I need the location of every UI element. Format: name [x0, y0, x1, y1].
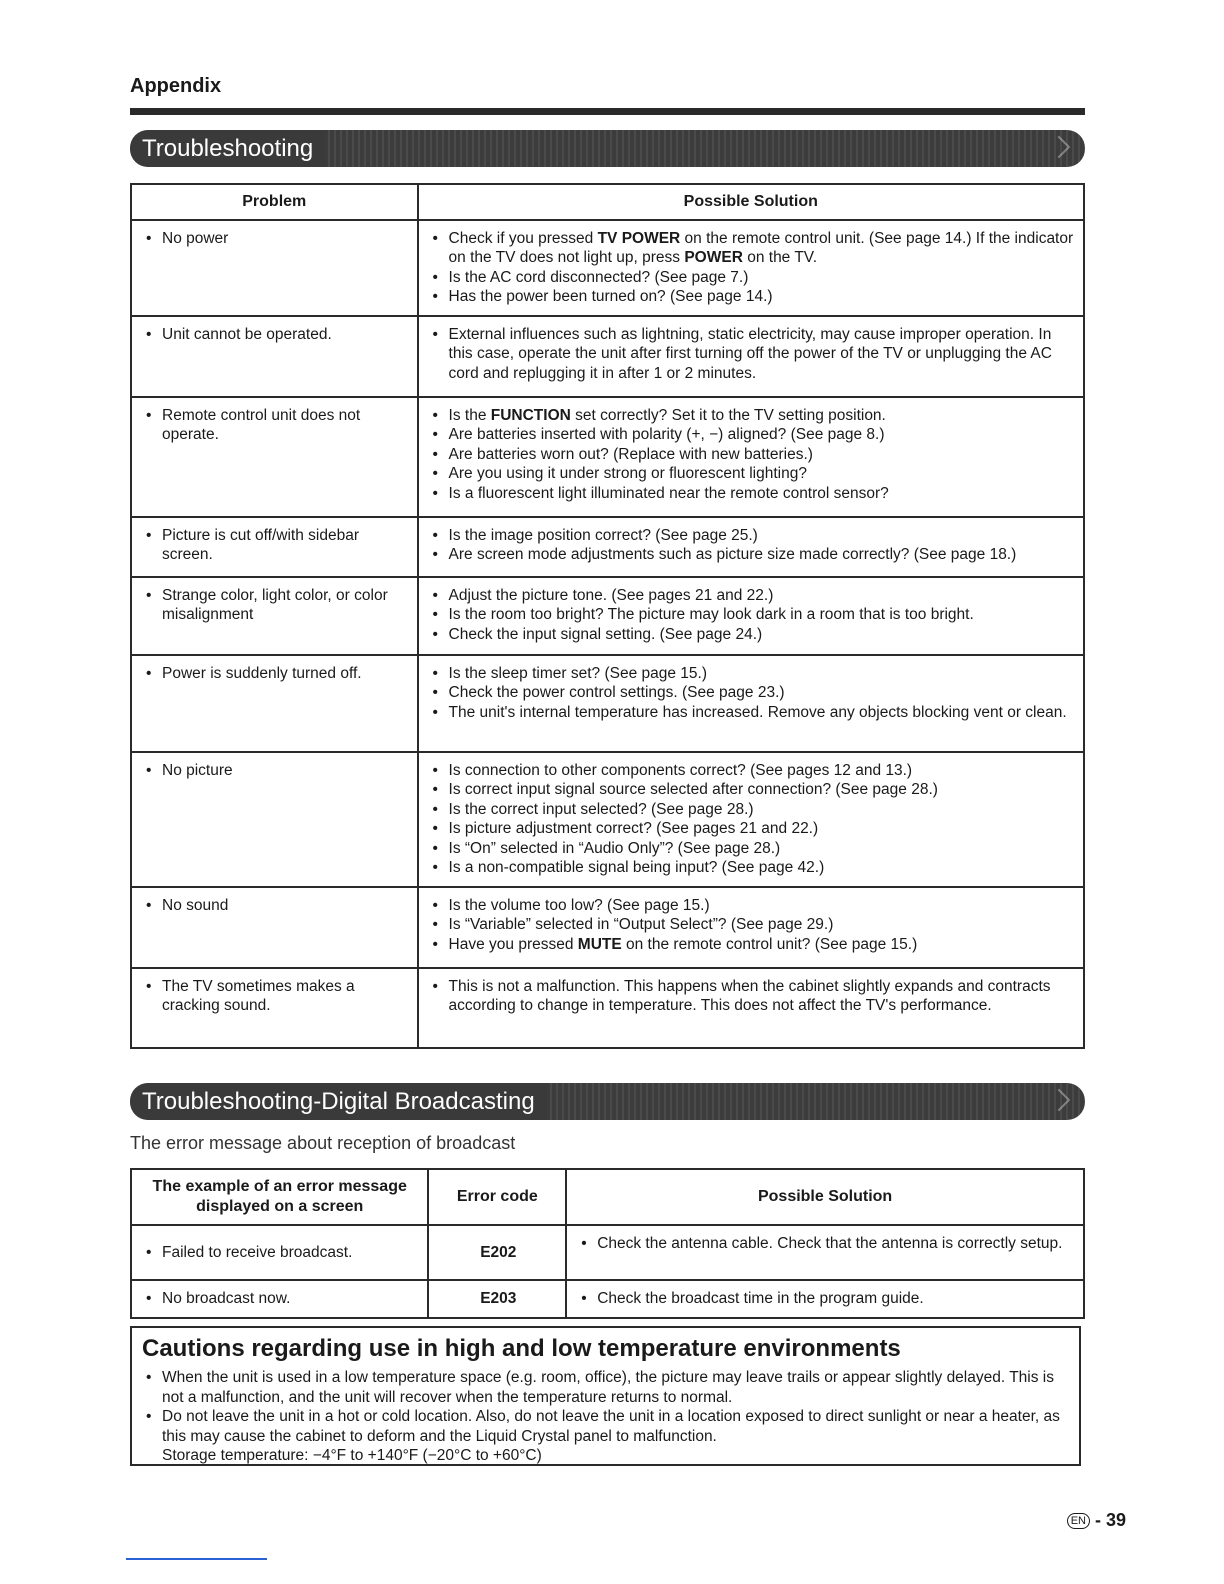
error-message-text: • No broadcast now.: [142, 1289, 419, 1309]
solution-item: • Have you pressed MUTE on the remote control unit? (See page 15.): [429, 935, 1075, 955]
solution-item: • Has the power been turned on? (See page 14.): [429, 287, 1075, 307]
table-row: [131, 517, 1084, 577]
problem-text: • No picture: [142, 761, 409, 781]
column-header-solution: Possible Solution: [418, 184, 1084, 220]
storage-temperature: Storage temperature: −4°F to +140°F (−20°C to +60°C): [162, 1447, 542, 1464]
solution-item: • Check if you pressed TV POWER on the remote control unit. (See page 14.) If the indicator on the TV does not light up, press POWER on the TV.: [429, 229, 1075, 268]
error-message-text: • Failed to receive broadcast.: [142, 1243, 419, 1263]
solution-item: • Adjust the picture tone. (See pages 21 and 22.): [429, 586, 1075, 606]
problem-text: • Unit cannot be operated.: [142, 325, 409, 345]
solution-item: • Is the AC cord disconnected? (See page 7.): [429, 268, 1075, 288]
table-row: [131, 316, 1084, 397]
table-row: [131, 752, 1084, 887]
column-header-message: The example of an error message displayed on a screen: [131, 1169, 428, 1225]
solution-item: • Check the input signal setting. (See page 24.): [429, 625, 1075, 645]
error-message-table: [130, 1168, 1085, 1319]
digital-broadcasting-title: Troubleshooting-Digital Broadcasting: [130, 1083, 547, 1120]
solution-item: • Is picture adjustment correct? (See pages 21 and 22.): [429, 819, 1075, 839]
solution-item: • Is connection to other components correct? (See pages 12 and 13.): [429, 761, 1075, 781]
solution-item: • Is “Variable” selected in “Output Select”? (See page 29.): [429, 915, 1075, 935]
column-header-solution: Possible Solution: [566, 1169, 1084, 1225]
table-row: [131, 655, 1084, 752]
problem-text: • The TV sometimes makes a cracking sound.: [142, 977, 409, 1016]
solution-item: • Are batteries worn out? (Replace with new batteries.): [429, 445, 1075, 465]
caution-item: • When the unit is used in a low temperature space (e.g. room, office), the picture may leave trails or appear slightly delayed. This is not a malfunction, and the unit will recover when the temperature returns to normal.: [142, 1368, 1069, 1407]
footer-link-line: [126, 1558, 267, 1560]
column-header-problem: Problem: [131, 184, 418, 220]
solution-item: • Is correct input signal source selected after connection? (See page 28.): [429, 780, 1075, 800]
solution-item: • Is “On” selected in “Audio Only”? (See page 28.): [429, 839, 1075, 859]
chevron-right-icon: [1048, 136, 1071, 159]
error-code: E203: [428, 1280, 566, 1318]
problem-text: • Strange color, light color, or color misalignment: [142, 586, 409, 625]
caution-item: • Do not leave the unit in a hot or cold location. Also, do not leave the unit in a location exposed to direct sunlight or near a heater, as this may cause the cabinet to deform and the Liquid Crystal panel to malfunction. Storage temperature: −4°F to +140°F (−20°C to +60°C): [142, 1407, 1069, 1466]
solution-item: • Check the antenna cable. Check that the antenna is correctly setup.: [577, 1234, 1075, 1254]
column-header-error-code: Error code: [428, 1169, 566, 1225]
solution-item: • The unit's internal temperature has increased. Remove any objects blocking vent or clean.: [429, 703, 1075, 723]
solution-item: • Are you using it under strong or fluorescent lighting?: [429, 464, 1075, 484]
solution-item: • External influences such as lightning, static electricity, may cause improper operation. In this case, operate the unit after first turning off the power of the TV or unplugging the AC cord and replugging it in after 1 or 2 minutes.: [429, 325, 1075, 384]
troubleshooting-table: [130, 183, 1085, 1049]
solution-item: • Is the correct input selected? (See page 28.): [429, 800, 1075, 820]
page-number-value: 39: [1105, 1510, 1126, 1530]
problem-text: • Power is suddenly turned off.: [142, 664, 409, 684]
table-row: [131, 968, 1084, 1048]
chevron-right-icon: [1048, 1089, 1071, 1112]
problem-text: • No sound: [142, 896, 409, 916]
troubleshooting-title: Troubleshooting: [130, 130, 325, 167]
solution-item: • This is not a malfunction. This happens when the cabinet slightly expands and contracts according to change in temperature. This does not affect the TV's performance.: [429, 977, 1075, 1016]
cautions-title: Cautions regarding use in high and low temperature environments: [142, 1335, 901, 1362]
troubleshooting-banner: [130, 130, 1085, 167]
solution-item: • Check the power control settings. (See page 23.): [429, 683, 1075, 703]
solution-item: • Is the FUNCTION set correctly? Set it to the TV setting position.: [429, 406, 1075, 426]
digital-caption: The error message about reception of broadcast: [130, 1133, 516, 1153]
solution-item: • Is the image position correct? (See page 25.): [429, 526, 1075, 546]
solution-item: • Is the sleep timer set? (See page 15.): [429, 664, 1075, 684]
solution-item: • Are batteries inserted with polarity (+, −) aligned? (See page 8.): [429, 425, 1075, 445]
cautions-box: [130, 1326, 1081, 1466]
language-badge: EN: [1067, 1513, 1090, 1529]
section-heading: Appendix: [130, 75, 222, 97]
page-number: EN - 39: [1067, 1510, 1126, 1531]
heading-rule: [130, 108, 1085, 115]
problem-text: • Remote control unit does not operate.: [142, 406, 409, 445]
table-row: [131, 1280, 1084, 1318]
error-code: E202: [428, 1225, 566, 1280]
table-row: [131, 577, 1084, 655]
problem-text: • Picture is cut off/with sidebar screen.: [142, 526, 409, 565]
table-row: [131, 887, 1084, 968]
table-row: [131, 397, 1084, 517]
problem-text: • No power: [142, 229, 409, 249]
table-row: [131, 1225, 1084, 1280]
solution-item: • Is the room too bright? The picture may look dark in a room that is too bright.: [429, 605, 1075, 625]
solution-item: • Is the volume too low? (See page 15.): [429, 896, 1075, 916]
digital-broadcasting-banner: [130, 1083, 1085, 1120]
solution-item: • Is a non-compatible signal being input? (See page 42.): [429, 858, 1075, 878]
solution-item: • Is a fluorescent light illuminated near the remote control sensor?: [429, 484, 1075, 504]
solution-item: • Are screen mode adjustments such as picture size made correctly? (See page 18.): [429, 545, 1075, 565]
table-row: [131, 220, 1084, 316]
solution-item: • Check the broadcast time in the program guide.: [577, 1289, 1075, 1309]
